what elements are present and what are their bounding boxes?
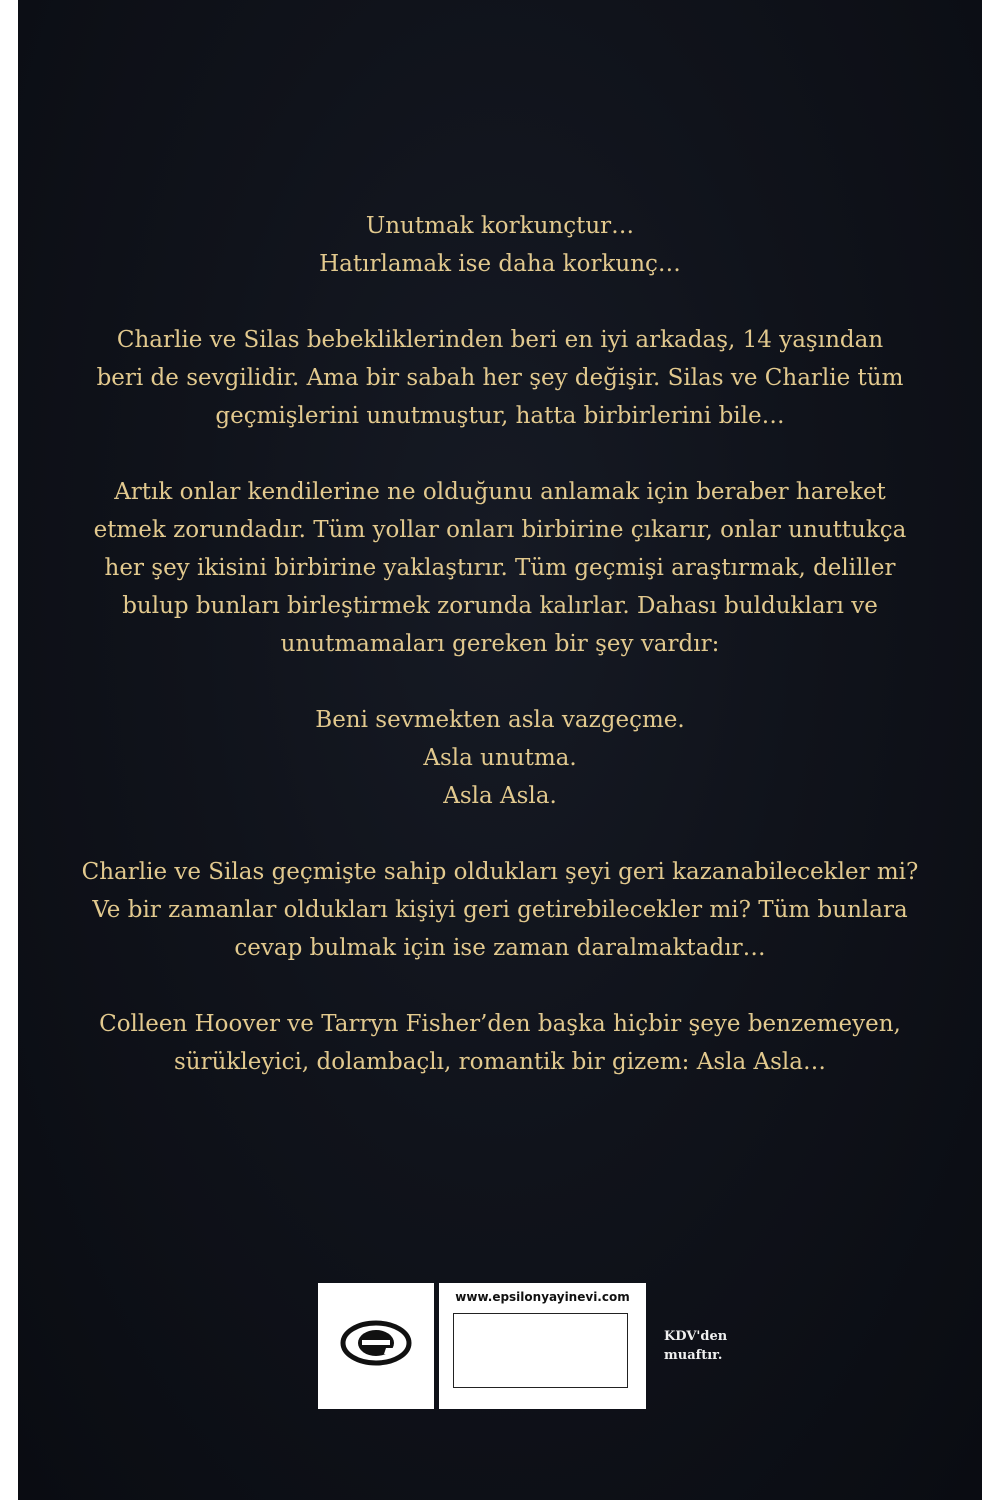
blurb-line: cevap bulmak için ise zaman daralmaktadır… — [234, 935, 766, 961]
tax-exempt-note — [664, 1327, 727, 1365]
tax-note-line: KDV'den — [664, 1329, 728, 1344]
blurb-line: beri de sevgilidir. Ama bir sabah her şey değişir. Silas ve Charlie tüm — [96, 365, 904, 391]
blurb-text — [18, 207, 982, 1119]
blurb-line: Colleen Hoover ve Tarryn Fisher’den başka hiçbir şeye benzemeyen, — [99, 1011, 901, 1037]
tax-note-line: muaftır. — [664, 1348, 723, 1363]
blurb-line: Charlie ve Silas geçmişte sahip oldukları şeyi geri kazanabilecekler mi? — [81, 859, 919, 885]
epsilon-logo-icon — [340, 1319, 412, 1367]
barcode-area — [453, 1313, 628, 1388]
blurb-line: sürükleyici, dolambaçlı, romantik bir gizem: Asla Asla… — [174, 1049, 826, 1075]
back-cover — [18, 0, 982, 1500]
blurb-line: Beni sevmekten asla vazgeçme. — [315, 707, 685, 733]
blurb-line: Asla unutma. — [423, 745, 577, 771]
blurb-line: etmek zorundadır. Tüm yollar onları birbirine çıkarır, onlar unuttukça — [93, 517, 907, 543]
barcode-box — [439, 1283, 646, 1409]
blurb-line: Artık onlar kendilerine ne olduğunu anlamak için beraber hareket — [114, 479, 886, 505]
blurb-line: bulup bunları birleştirmek zorunda kalırlar. Dahası buldukları ve — [122, 593, 878, 619]
blurb-paragraph — [18, 853, 982, 967]
blurb-line: Hatırlamak ise daha korkunç… — [319, 251, 681, 277]
blurb-paragraph — [18, 321, 982, 435]
blurb-line: Asla Asla. — [443, 783, 557, 809]
blurb-line: Charlie ve Silas bebekliklerinden beri en iyi arkadaş, 14 yaşından — [116, 327, 884, 353]
blurb-line: her şey ikisini birbirine yaklaştırır. Tüm geçmişi araştırmak, deliller — [104, 555, 896, 581]
blurb-paragraph — [18, 1005, 982, 1081]
blurb-paragraph — [18, 701, 982, 815]
publisher-logo-box — [318, 1283, 434, 1409]
blurb-paragraph — [18, 473, 982, 663]
blurb-line: Ve bir zamanlar oldukları kişiyi geri getirebilecekler mi? Tüm bunlara — [92, 897, 908, 923]
blurb-line: geçmişlerini unutmuştur, hatta birbirlerini bile… — [215, 403, 785, 429]
publisher-website[interactable]: www.epsilonyayinevi.com — [455, 1290, 630, 1304]
blurb-line: unutmamaları gereken bir şey vardır: — [280, 631, 720, 657]
blurb-line: Unutmak korkunçtur… — [365, 213, 635, 239]
blurb-paragraph — [18, 207, 982, 283]
